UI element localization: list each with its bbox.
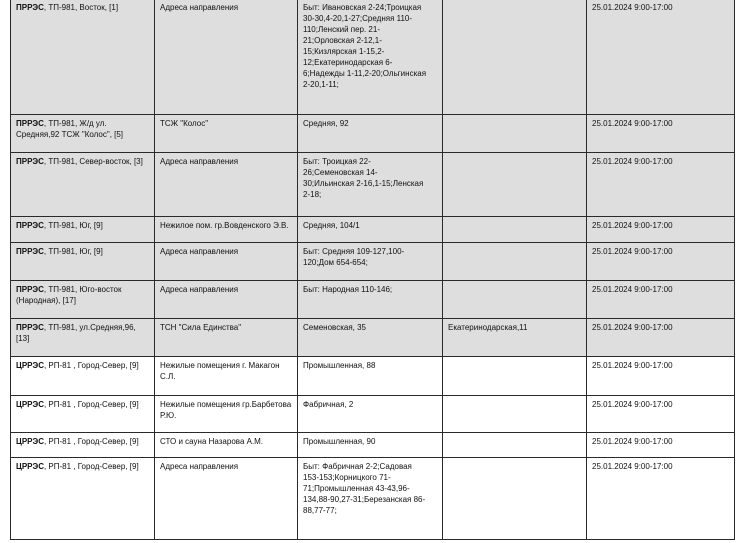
- date-cell: 25.01.2024 9:00-17:00: [587, 433, 735, 458]
- object-cell: ЦРРЭС, РП-81 , Город-Север, [9]: [11, 458, 155, 540]
- extra-cell: [443, 357, 587, 396]
- table-row: [11, 281, 735, 319]
- extra-cell: [443, 0, 587, 115]
- object-cell: ПРРЭС, ТП-981, Юг, [9]: [11, 243, 155, 281]
- address-cell: Нежилое пом. гр.Вовденского Э.В.: [155, 217, 298, 243]
- table-row: [11, 396, 735, 433]
- street-cell: Промышленная, 90: [298, 433, 443, 458]
- date-cell: 25.01.2024 9:00-17:00: [587, 217, 735, 243]
- street-cell: Средняя, 104/1: [298, 217, 443, 243]
- table-row: [11, 357, 735, 396]
- date-cell: 25.01.2024 9:00-17:00: [587, 281, 735, 319]
- address-cell: Адреса направления: [155, 0, 298, 115]
- date-cell: 25.01.2024 9:00-17:00: [587, 243, 735, 281]
- street-cell: Быт: Ивановская 2-24;Троицкая 30-30,4-20,1-27;Средняя 110-110;Ленский пер. 21-21;Орловская 2-12,1-15;Кизлярская 1-15,2-12;Екатеринодарская 6-6;Надежды 1-11,2-20;Ольгинская 2-20,1-11;: [298, 0, 443, 115]
- object-cell: ПРРЭС, ТП-981, ул.Средняя,96, [13]: [11, 319, 155, 357]
- street-cell: Быт: Народная 110-146;: [298, 281, 443, 319]
- address-cell: СТО и сауна Назарова А.М.: [155, 433, 298, 458]
- extra-cell: [443, 396, 587, 433]
- address-cell: Адреса направления: [155, 153, 298, 217]
- address-cell: Адреса направления: [155, 243, 298, 281]
- date-cell: 25.01.2024 9:00-17:00: [587, 115, 735, 153]
- extra-cell: [443, 433, 587, 458]
- date-cell: 25.01.2024 9:00-17:00: [587, 357, 735, 396]
- object-cell: ПРРЭС, ТП-981, Ж/д ул. Средняя,92 ТСЖ "Колос", [5]: [11, 115, 155, 153]
- object-cell: ПРРЭС, ТП-981, Север-восток, [3]: [11, 153, 155, 217]
- address-cell: Адреса направления: [155, 281, 298, 319]
- table-row: [11, 217, 735, 243]
- outage-table: [10, 0, 735, 540]
- object-cell: ЦРРЭС, РП-81 , Город-Север, [9]: [11, 396, 155, 433]
- table-row: [11, 115, 735, 153]
- date-cell: 25.01.2024 9:00-17:00: [587, 0, 735, 115]
- address-cell: Нежилые помещения г. Макагон С.Л.: [155, 357, 298, 396]
- address-cell: Адреса направления: [155, 458, 298, 540]
- street-cell: Средняя, 92: [298, 115, 443, 153]
- date-cell: 25.01.2024 9:00-17:00: [587, 153, 735, 217]
- address-cell: ТСН "Сила Единства": [155, 319, 298, 357]
- object-cell: ЦРРЭС, РП-81 , Город-Север, [9]: [11, 357, 155, 396]
- date-cell: 25.01.2024 9:00-17:00: [587, 396, 735, 433]
- street-cell: Быт: Средняя 109-127,100-120;Дом 654-654;: [298, 243, 443, 281]
- extra-cell: [443, 243, 587, 281]
- table-row: [11, 243, 735, 281]
- object-cell: ПРРЭС, ТП-981, Юг, [9]: [11, 217, 155, 243]
- table-row: [11, 458, 735, 540]
- extra-cell: [443, 115, 587, 153]
- extra-cell: [443, 281, 587, 319]
- street-cell: Промышленная, 88: [298, 357, 443, 396]
- object-cell: ПРРЭС, ТП-981, Юго-восток (Народная), [17]: [11, 281, 155, 319]
- table-row: [11, 0, 735, 115]
- table-row: [11, 319, 735, 357]
- street-cell: Фабричная, 2: [298, 396, 443, 433]
- extra-cell: [443, 153, 587, 217]
- object-cell: ЦРРЭС, РП-81 , Город-Север, [9]: [11, 433, 155, 458]
- street-cell: Семеновская, 35: [298, 319, 443, 357]
- address-cell: ТСЖ "Колос": [155, 115, 298, 153]
- table-row: [11, 433, 735, 458]
- extra-cell: Екатеринодарская,11: [443, 319, 587, 357]
- extra-cell: [443, 217, 587, 243]
- extra-cell: [443, 458, 587, 540]
- address-cell: Нежилые помещения гр.Барбетова Р.Ю.: [155, 396, 298, 433]
- street-cell: Быт: Фабричная 2-2;Садовая 153-153;Корницкого 71-71;Промышленная 43-43,96-134,88-90,27-31;Березанская 86-88,77-77;: [298, 458, 443, 540]
- object-cell: ПРРЭС, ТП-981, Восток, [1]: [11, 0, 155, 115]
- street-cell: Быт: Троицкая 22-26;Семеновская 14-30;Ильинская 2-16,1-15;Ленская 2-18;: [298, 153, 443, 217]
- date-cell: 25.01.2024 9:00-17:00: [587, 458, 735, 540]
- date-cell: 25.01.2024 9:00-17:00: [587, 319, 735, 357]
- table-row: [11, 153, 735, 217]
